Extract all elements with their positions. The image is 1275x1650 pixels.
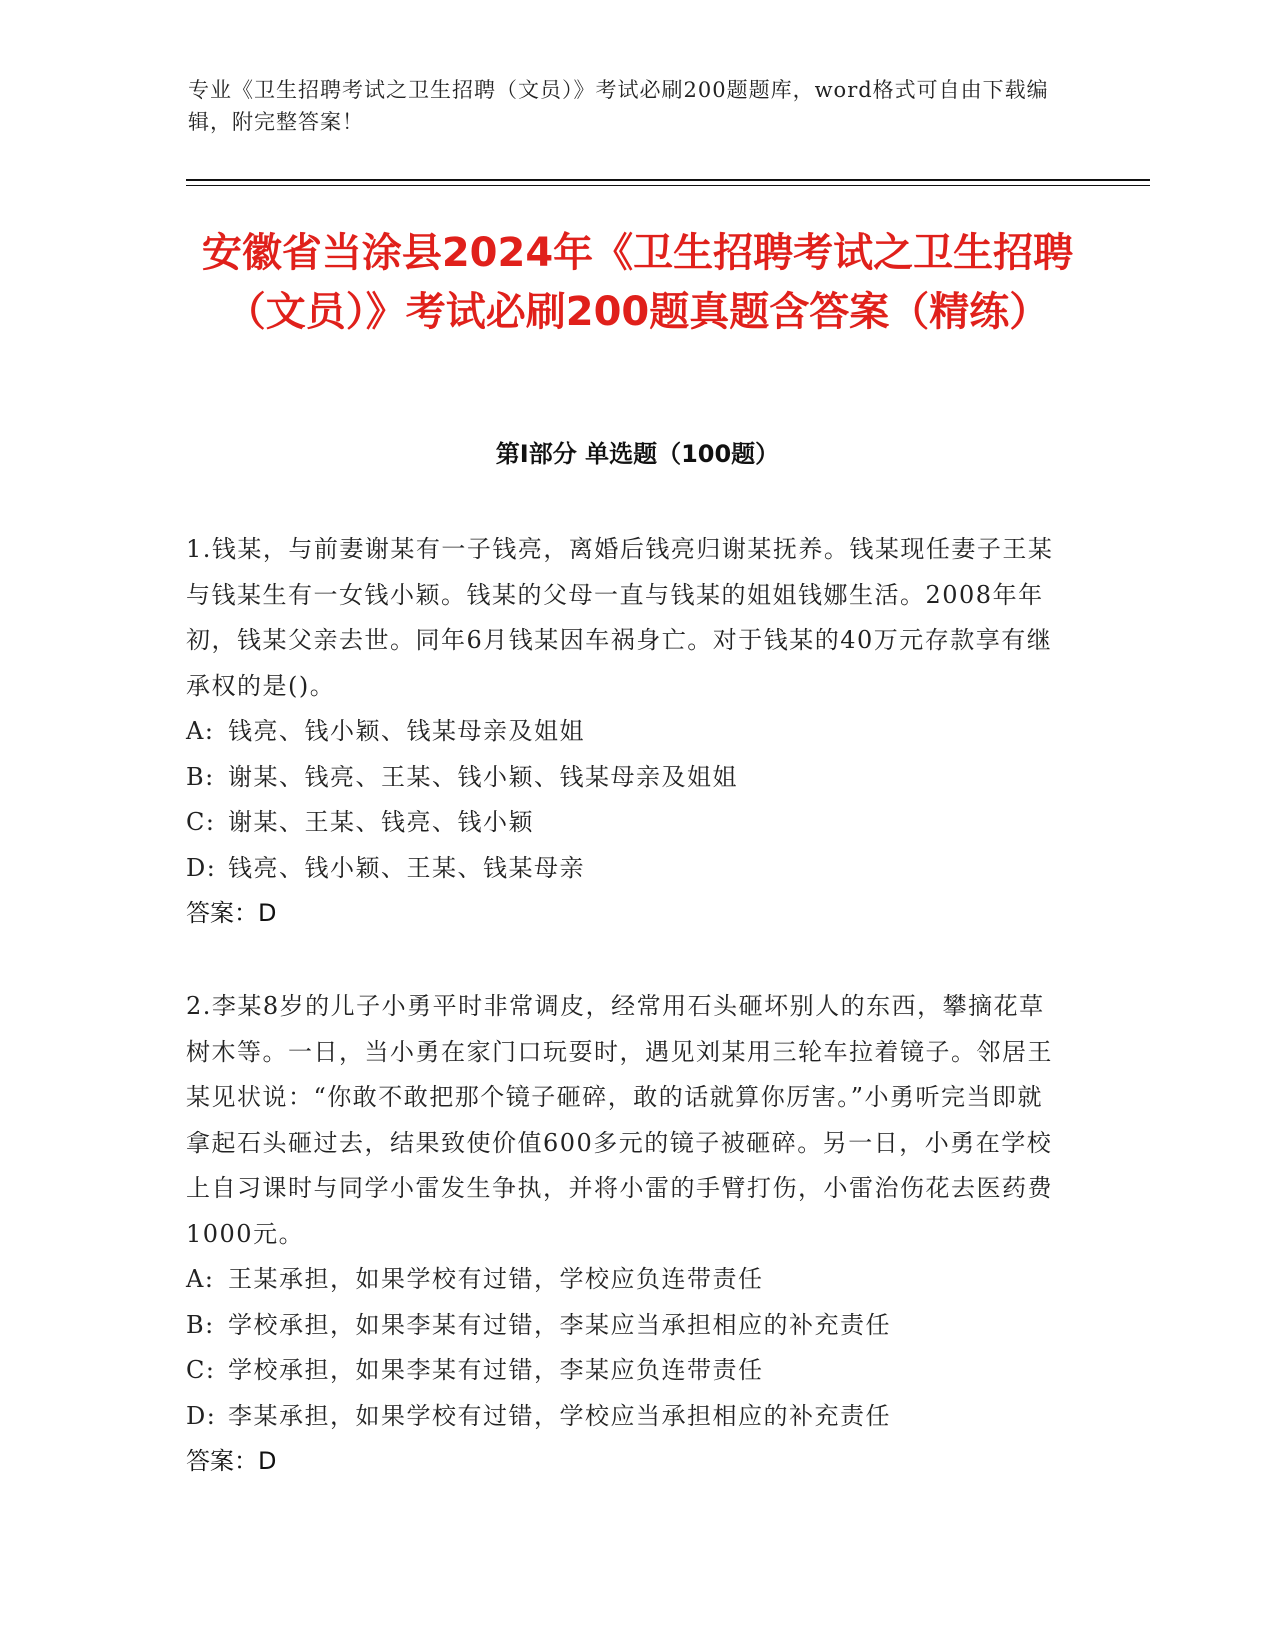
option-text: 谢某、钱亮、王某、钱小颖、钱某母亲及姐姐 bbox=[228, 762, 738, 791]
document-title: 安徽省当涂县2024年《卫生招聘考试之卫生招聘（文员）》考试必刷200题真题含答案（精练） bbox=[201, 230, 1074, 335]
option-key: B: bbox=[186, 762, 215, 791]
option-text: 学校承担，如果李某有过错，李某应负连带责任 bbox=[228, 1356, 764, 1384]
option-a bbox=[186, 1257, 1066, 1303]
option-b bbox=[186, 1303, 1066, 1349]
option-key: A: bbox=[186, 1265, 215, 1293]
option-c bbox=[186, 800, 1066, 846]
option-key: D: bbox=[186, 1401, 217, 1430]
question-text: 2.李某8岁的儿子小勇平时非常调皮，经常用石头砸坏别人的东西，攀摘花草树木等。一日，当小勇在家门口玩耍时，遇见刘某用三轮车拉着镜子。邻居王某见状说：“你敢不敢把那个镜子砸碎，敢的话就算你厉害。”小勇听完当即就拿起石头砸过去，结果致使价值600多元的镜子被砸碎。另一日，小勇在学校上自习课时与同学小雷发生争执，并将小雷的手臂打伤，小雷治伤花去医药费1000元。 bbox=[186, 992, 1053, 1248]
option-text: 钱亮、钱小颖、钱某母亲及姐姐 bbox=[228, 717, 585, 745]
option-d bbox=[186, 1394, 1066, 1440]
option-key: A: bbox=[186, 717, 215, 745]
answer-line: 答案：D bbox=[186, 899, 277, 927]
option-key: C: bbox=[186, 808, 216, 836]
option-text: 李某承担，如果学校有过错，学校应当承担相应的补充责任 bbox=[228, 1401, 891, 1430]
option-key: B: bbox=[186, 1310, 215, 1339]
option-key: D: bbox=[186, 853, 217, 882]
option-a bbox=[186, 709, 1066, 755]
option-c bbox=[186, 1348, 1066, 1394]
section-heading: 第Ⅰ部分 单选题（100题） bbox=[495, 440, 780, 468]
option-text: 学校承担，如果李某有过错，李某应当承担相应的补充责任 bbox=[228, 1310, 891, 1339]
option-text: 钱亮、钱小颖、王某、钱某母亲 bbox=[228, 853, 585, 882]
question-2 bbox=[186, 984, 1066, 1485]
option-text: 谢某、王某、钱亮、钱小颖 bbox=[228, 808, 534, 836]
answer-line: 答案：D bbox=[186, 1447, 277, 1475]
header-rule-thin bbox=[186, 185, 1150, 186]
option-text: 王某承担，如果学校有过错，学校应负连带责任 bbox=[228, 1265, 764, 1293]
header-rule-thick bbox=[186, 179, 1150, 181]
option-d bbox=[186, 846, 1066, 892]
header-note: 专业《卫生招聘考试之卫生招聘（文员）》考试必刷200题题库，word格式可自由下载编辑，附完整答案！ bbox=[188, 78, 1049, 134]
option-key: C: bbox=[186, 1356, 216, 1384]
question-1 bbox=[186, 527, 1066, 937]
option-b bbox=[186, 755, 1066, 801]
question-text: 1.钱某，与前妻谢某有一子钱亮，离婚后钱亮归谢某抚养。钱某现任妻子王某与钱某生有一女钱小颖。钱某的父母一直与钱某的姐姐钱娜生活。2008年年初，钱某父亲去世。同年6月钱某因车祸身亡。对于钱某的40万元存款享有继承权的是()。 bbox=[186, 535, 1054, 700]
